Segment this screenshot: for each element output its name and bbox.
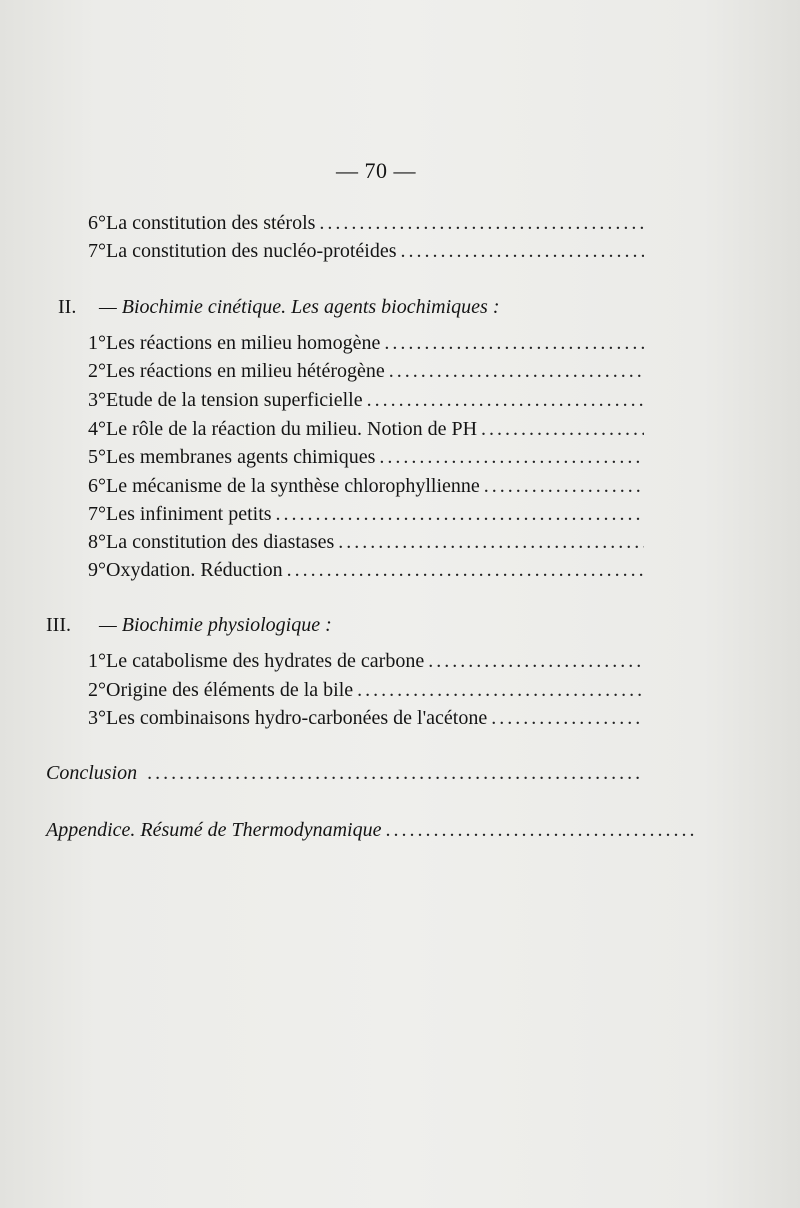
entry-number: 1° — [88, 332, 106, 354]
dot-leader — [367, 387, 644, 413]
toc-entry-conclusion — [46, 760, 644, 786]
entry-label: La constitution des nucléo-protéides — [106, 240, 397, 262]
toc-entry — [88, 529, 644, 555]
dot-leader — [428, 648, 644, 674]
entry-number: 5° — [88, 446, 106, 468]
dot-leader — [400, 238, 644, 264]
entry-label: Les combinaisons hydro-carbonées de l'acétone — [106, 707, 488, 729]
section-heading — [46, 612, 332, 638]
dot-leader — [276, 501, 644, 527]
toc-entry — [88, 677, 644, 703]
toc-entry — [88, 444, 644, 470]
entry-number: 4° — [88, 418, 106, 440]
entry-number: 9° — [88, 559, 106, 581]
toc-entry — [88, 387, 644, 413]
toc-entry — [88, 501, 644, 527]
entry-label: Les membranes agents chimiques — [106, 446, 376, 468]
entry-number: 6° — [88, 475, 106, 497]
dot-leader — [319, 210, 644, 236]
section-title: — Biochimie cinétique. Les agents biochimiques : — [99, 296, 500, 318]
dot-leader — [384, 330, 644, 356]
toc-entry-appendix — [46, 817, 694, 843]
entry-label: Origine des éléments de la bile — [106, 679, 354, 701]
entry-label: Le catabolisme des hydrates de carbone — [106, 650, 425, 672]
entry-number: 7° — [88, 240, 106, 262]
toc-entry — [88, 473, 644, 499]
entry-label: La constitution des stérols — [106, 212, 316, 234]
dot-leader — [484, 473, 644, 499]
entry-number: 2° — [88, 360, 106, 382]
conclusion-label: Conclusion — [46, 762, 138, 784]
entry-label: Etude de la tension superficielle — [106, 389, 363, 411]
section-heading — [58, 294, 499, 320]
entry-number: 3° — [88, 707, 106, 729]
dot-leader — [491, 705, 644, 731]
dot-leader — [481, 416, 644, 442]
section-roman: II. — [58, 296, 77, 318]
toc-entry — [88, 557, 644, 583]
entry-label: Les réactions en milieu homogène — [106, 332, 381, 354]
toc-entry — [88, 648, 644, 674]
entry-label: Le mécanisme de la synthèse chlorophyllienne — [106, 475, 480, 497]
dot-leader — [389, 358, 644, 384]
toc-entry — [88, 238, 644, 264]
entry-number: 3° — [88, 389, 106, 411]
entry-label: Oxydation. Réduction — [106, 559, 283, 581]
section-roman: III. — [46, 614, 71, 636]
entry-label: Les réactions en milieu hétérogène — [106, 360, 385, 382]
toc-entry — [88, 330, 644, 356]
appendix-label: Appendice. Résumé de Thermodynamique — [46, 819, 382, 841]
entry-label: La constitution des diastases — [106, 531, 335, 553]
dot-leader — [385, 817, 694, 843]
toc-entry — [88, 210, 644, 236]
dot-leader — [357, 677, 644, 703]
entry-number: 6° — [88, 212, 106, 234]
entry-number: 8° — [88, 531, 106, 553]
toc-entry — [88, 705, 644, 731]
section-title: — Biochimie physiologique : — [99, 614, 332, 636]
entry-label: Les infiniment petits — [106, 503, 272, 525]
dot-leader — [338, 529, 644, 555]
page-number: — 70 — — [336, 158, 416, 183]
entry-number: 1° — [88, 650, 106, 672]
entry-label: Le rôle de la réaction du milieu. Notion de PH — [106, 418, 478, 440]
dot-leader — [287, 557, 644, 583]
dot-leader — [379, 444, 644, 470]
dot-leader — [147, 760, 644, 786]
toc-entry — [88, 358, 644, 384]
entry-number: 7° — [88, 503, 106, 525]
entry-number: 2° — [88, 679, 106, 701]
toc-entry — [88, 416, 644, 442]
